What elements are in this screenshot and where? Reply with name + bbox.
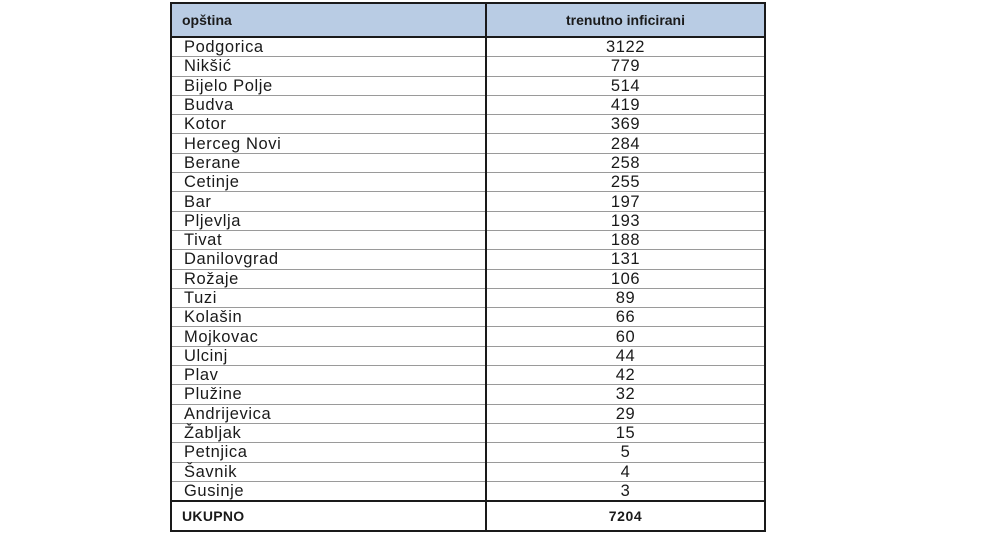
municipality-cell: Budva	[171, 95, 486, 114]
table-row	[171, 153, 765, 172]
infected-count-cell: 284	[486, 134, 765, 153]
table-row	[171, 462, 765, 481]
table-row	[171, 269, 765, 288]
municipality-cell: Tuzi	[171, 288, 486, 307]
municipality-cell: Kotor	[171, 115, 486, 134]
infected-count-cell: 779	[486, 57, 765, 76]
table-row	[171, 404, 765, 423]
table-row	[171, 443, 765, 462]
infected-count-cell: 369	[486, 115, 765, 134]
infected-count-cell: 514	[486, 76, 765, 95]
total-row	[171, 501, 765, 531]
table-row	[171, 173, 765, 192]
municipality-cell: Cetinje	[171, 173, 486, 192]
municipality-cell: Plužine	[171, 385, 486, 404]
infected-count-cell: 131	[486, 250, 765, 269]
total-value: 7204	[486, 501, 765, 531]
infected-count-cell: 106	[486, 269, 765, 288]
infected-count-cell: 32	[486, 385, 765, 404]
infected-count-cell: 4	[486, 462, 765, 481]
table-row	[171, 346, 765, 365]
municipality-cell: Berane	[171, 153, 486, 172]
infected-count-cell: 193	[486, 211, 765, 230]
total-label: UKUPNO	[171, 501, 486, 531]
table-row	[171, 76, 765, 95]
header-currently-infected: trenutno inficirani	[486, 3, 765, 37]
infections-table	[170, 2, 766, 532]
table-row	[171, 481, 765, 501]
municipality-cell: Andrijevica	[171, 404, 486, 423]
table-row	[171, 366, 765, 385]
table-row	[171, 423, 765, 442]
infected-count-cell: 258	[486, 153, 765, 172]
infected-count-cell: 255	[486, 173, 765, 192]
municipality-cell: Ulcinj	[171, 346, 486, 365]
table-row	[171, 211, 765, 230]
municipality-cell: Žabljak	[171, 423, 486, 442]
table-row	[171, 115, 765, 134]
table-row	[171, 385, 765, 404]
municipality-cell: Kolašin	[171, 308, 486, 327]
infected-count-cell: 419	[486, 95, 765, 114]
table-row	[171, 134, 765, 153]
infected-count-cell: 188	[486, 230, 765, 249]
municipality-cell: Podgorica	[171, 37, 486, 57]
table-row	[171, 327, 765, 346]
municipality-cell: Mojkovac	[171, 327, 486, 346]
municipality-cell: Bar	[171, 192, 486, 211]
municipality-cell: Danilovgrad	[171, 250, 486, 269]
table-row	[171, 250, 765, 269]
municipality-cell: Bijelo Polje	[171, 76, 486, 95]
infected-count-cell: 3122	[486, 37, 765, 57]
table-row	[171, 308, 765, 327]
table-header-row	[171, 3, 765, 37]
infected-count-cell: 5	[486, 443, 765, 462]
municipality-cell: Herceg Novi	[171, 134, 486, 153]
infected-count-cell: 66	[486, 308, 765, 327]
infected-count-cell: 44	[486, 346, 765, 365]
infected-count-cell: 89	[486, 288, 765, 307]
header-municipality: opština	[171, 3, 486, 37]
infected-count-cell: 15	[486, 423, 765, 442]
infected-count-cell: 197	[486, 192, 765, 211]
table-row	[171, 288, 765, 307]
municipality-cell: Petnjica	[171, 443, 486, 462]
table-row	[171, 37, 765, 57]
table-row	[171, 95, 765, 114]
municipality-cell: Rožaje	[171, 269, 486, 288]
municipality-cell: Šavnik	[171, 462, 486, 481]
infections-table-container	[170, 2, 766, 532]
table-row	[171, 57, 765, 76]
municipality-cell: Pljevlja	[171, 211, 486, 230]
municipality-cell: Nikšić	[171, 57, 486, 76]
infected-count-cell: 42	[486, 366, 765, 385]
table-row	[171, 192, 765, 211]
table-row	[171, 230, 765, 249]
municipality-cell: Plav	[171, 366, 486, 385]
municipality-cell: Gusinje	[171, 481, 486, 501]
infected-count-cell: 3	[486, 481, 765, 501]
infected-count-cell: 60	[486, 327, 765, 346]
infected-count-cell: 29	[486, 404, 765, 423]
municipality-cell: Tivat	[171, 230, 486, 249]
